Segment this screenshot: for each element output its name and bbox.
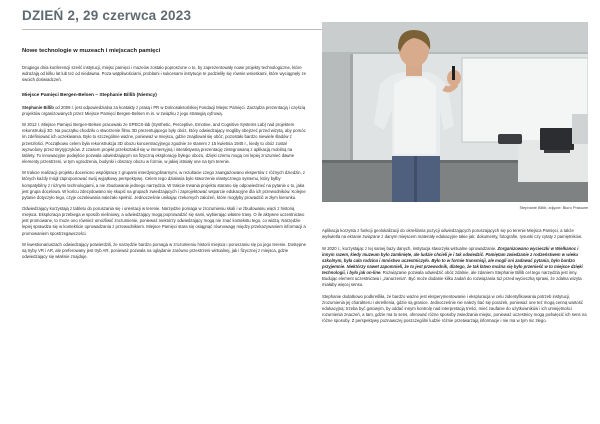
day-heading: DZIEŃ 2, 29 czerwca 2023 (22, 8, 192, 23)
speaker-photo (322, 22, 588, 202)
article-title: Nowe technologie w muzeach i miejscach pamięci (22, 48, 161, 54)
paragraph-project: W 2012 r. Miejsce Pamięci Bergen-Belsen pracowało ze SPECS-lab (Synthetic, Perceptive, Emotive, and Cognitive Systems Lab) nad projektem rekonstrukcji 3D. Na początku chodziło o stworzenie filmu 3D prezentującego były obóz, który odwiedzający mogliby obejrzeć przed wizytą, aby pomóc im zdefiniować ich oczekiwania. Było to szczególnie ważne, ponieważ w miejscu, gdzie znajdował się obóz, pozostało bardzo niewiele śladów z przeszłości. Początkowo celem była rekonstrukcja 3D obozu koncentracyjnego zgodnie ze stanem z 15 kwietnia 1945 r., kiedy to obóz został wyzwolony przez Brytyjczyków. Z czasem projekt przekształcił się w immersyjną i interaktywną prezentację zintegrowaną z aplikacją mobilną na tablety. To innowacyjne podejście pozwala odwiedzającym na fizyczną eksplorację byłego obozu, dzięki czemu mogą oni lepiej zrozumieć dawne elementy przestrzeni, w tym ogrodzenia, budynki i obszary obozu w formie, w jakiej istniały one na tym terenie. (22, 122, 306, 164)
paragraph-geolocation: Aplikacja korzysta z funkcji geolokalizacji do określania pozycji odwiedzających poruszających się po terenie Miejsca Pamięci, a także wyświetla na ekranie związane z danym miejscem materiały edukacyjne takie jak: dokumenty, fotografie, rysunki czy cytaty z pamiętników. (322, 228, 582, 240)
right-column (322, 228, 588, 330)
photo-caption: Stephanie Billib, zdjęcie: Biuro Prasowe (519, 205, 588, 210)
section-heading: Miejsce Pamięci Bergen-Belsen – Stephanie Billib (Niemcy) (22, 93, 157, 99)
intro-paragraph: Drugiego dnia konferencji sześć instytucji, miejsc pamięci i muzeów zostało poproszone o to, by zaprezentowały nowe projekty technologiczne, które wdrażają od kilku lat lub też od niedawna. Poza wątpliwościami, problami i sukcesami instytucje te podzieliły się równie wnioskami, które wyciągnęły ze swoich doświadczeń. (22, 65, 306, 83)
speaker-quote: Zorganizowano wycieczki w Wielkanoc i innym razem, kiedy muzeum było zamknięte, ale ludzie chcieli je i tak odwiedzić. Pamiętam zwiedzanie z rodzeństwem w wieku szkolnym, była cała rodzina i mnóstwo uczestniczyło. Było to w formie transmisji, ale mogli oni zadawać pytania, było bardzo przyjemnie. Niektórzy nawet zapomnieli, że to jest przewodnik, dlatego, że tak łatwo można się było przenieść w to miejsce dzięki technologii, i było jak on-line. (322, 245, 583, 275)
paragraph-collaboration: W trakcie realizacji projektu doceniono współpracę z grupami interdyscyplinarnymi, w rezultacie czego zaangażowano ekspertów z różnych dziedzin, z których każdy mógł zaproponować swój wyjątkowy perspektywę. Celem tego działania było stworzenie elastycznego systemu, który byłby kompatybilny z różnymi technologiami, a nie zbudowanie jednego narzędzia. W trakcie trwania projektu starano się odpowiedzieć na pytanie o to, jaka jest grupa docelowa. W końcu zdecydowano się skupić na grupach zwiedzających i zaprojektować wsparcie edukacyjne dla ich przewodników. Kolejne pytanie dotyczyło tego, czyje oczekiwania należało spełnić. Jednocześnie unikając rzekomych założeń, które mogłyby prowadzić w złym kierunku. (22, 170, 306, 200)
left-column (22, 48, 306, 266)
bio-text: od 2009 r. jest odpowiedzialna za kontakty z prasą i PR w Dolnosaksońskiej Fundacji Miejsc Pamięci. Zarządza prezentacją i częścią projektów organizowanych przez Miejsce Pamięci Bergen-Belsen m.in. w związku z jego strategią cyfrową. (22, 104, 306, 116)
paragraph-bio (22, 105, 306, 117)
paragraph-tablet: Odwiedzający korzystają z tabletu do poruszania się i orientacji w terenie. Narzędzie pomaga w zrozumieniu skali i w zbudowaniu więzi z historią miejsca. Eksploracja przebiega w sposób nieliniowy, a odwiedzający mogą poprowadzić się sami, wybierając własne trasy. O ile aktywne uczestnictwo jest promowane, to może ono również umożliwić zrozumienie, ponieważ niektórzy odwiedzający mogą nie znać kontekstu tego, co widzą. Narzędzie lepiej sprawdza się w kontekście oprowadzania z przewodnikiem. Miejsce Pamięci stara się osiągnąć równowagę między przekazywaniem informacji a promowaniem spostrzegawczości. (22, 206, 306, 236)
paragraph-questionnaires: W kwestionariuszach odwiedzający potwierdzili, że narzędzie bardzo pomaga w zrozumieniu historii miejsca i poruszaniu się po jego terenie. Dostępne są tryby VR i AR, ale preferowany jest tryb AR, ponieważ pozwala na oglądanie zarówno przestrzeni wirtualnej, jak i fizycznej z miejsca, gdzie odwiedzający się właśnie znajduje. (22, 242, 306, 260)
paragraph-experimentation: Stephanie dodatkowo podkreśliła, że bardzo ważne jest eksperymentowanie i eksploracja w celu zidentyfikowania potrzeb instytucji, zrozumienia jej charakteru i określenia, gdzie są granice. Jednocześnie nie należy bać się porażek, ponieważ one też mogą cenną wartość edukacyjną: trzeba być gotowym, by oddać innym kontrolę nad interpretacją treści, mieć zaufanie do użytkowników i ich umiejętności rozumienia znaczeń, a tam, gdzie ma to sens, oferować różne sposoby zwiedzania miejsc, ponieważ uczestnicy mogą poświęcić ich sens na różne sposoby. Z perspektywy poznawczej poszczególni ludzie różnie przetwarzają informacje i nie ma w tym nic złego. (322, 293, 587, 323)
speaker-name: Stephanie Billib (22, 104, 54, 110)
virtual-tour-lead: W 2020 r., korzystając z tej samej bazy danych, instytucja stworzyła wirtualne oprowadzanie. (322, 245, 498, 251)
virtual-tour-rest: Rozwiązanie pozwala odwiedzić obóz zdalnie, ale zdaniem Stephanie Billib cel tego narzędzia jest inny. Budując element uczestnictwa i „zanurzenia”. Być może dodanie kilku zadań do rozwiązania tuż przed wycieczką sprawi, że zdalna wizyta miałaby więcej sensu. (322, 269, 582, 288)
paragraph-virtual-tour (322, 246, 588, 288)
